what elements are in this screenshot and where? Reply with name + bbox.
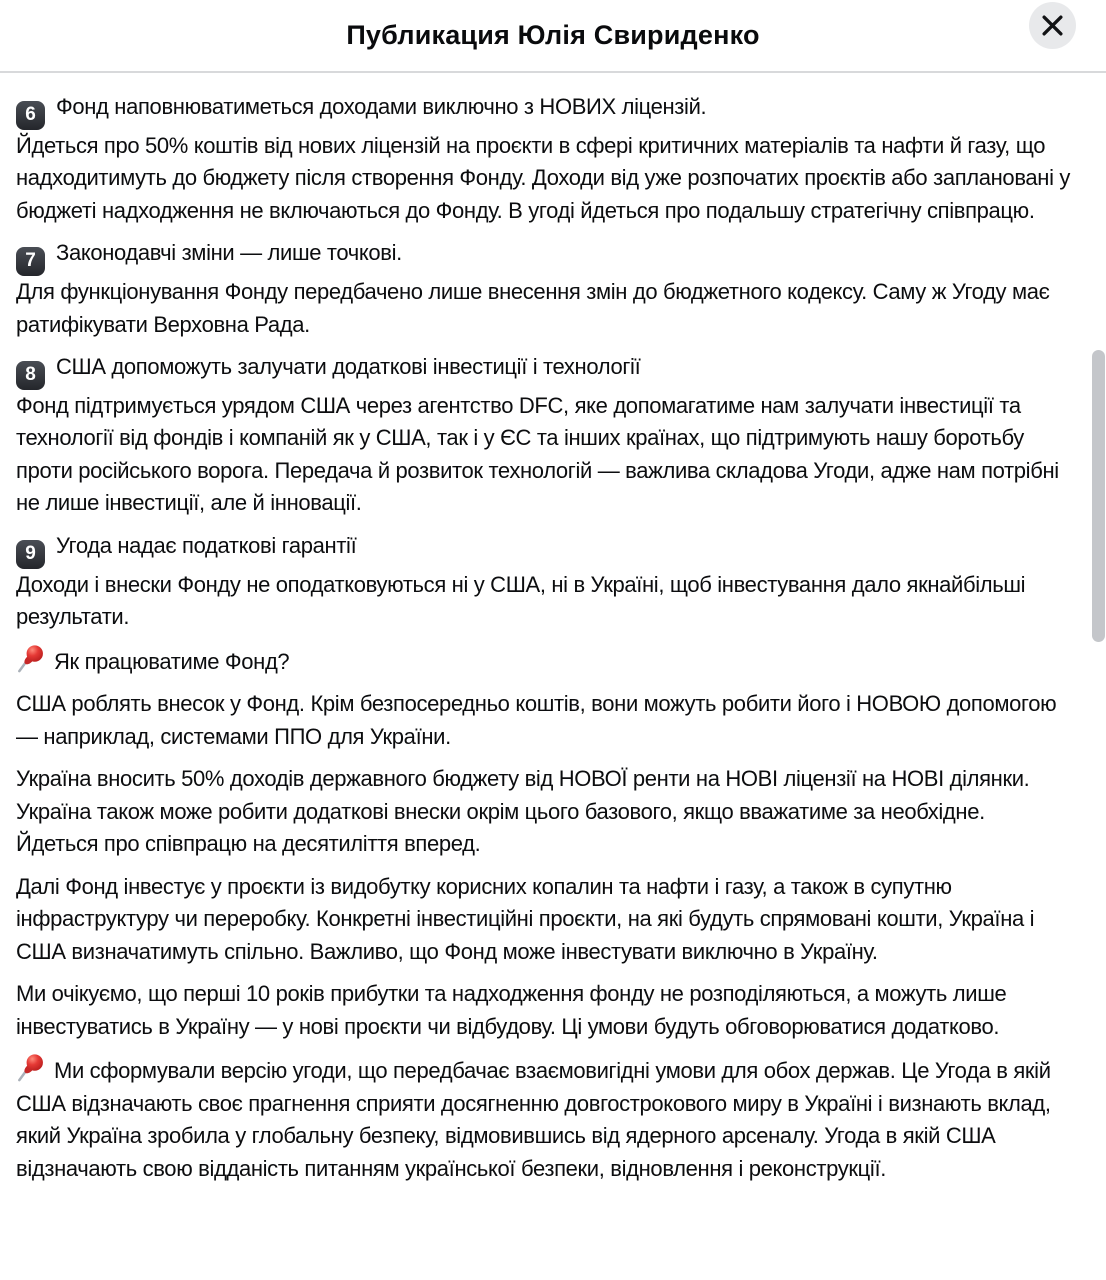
keycap-digit-icon: 7 xyxy=(16,247,45,276)
pushpin-icon xyxy=(16,1053,46,1083)
paragraph-body: Далі Фонд інвестує у проєкти із видобутку корисних копалин та нафти і газу, а також в супутню інфраструктуру чи переробку. Конкретні інвестиційні проєкти, на які будуть спрямовані кошти, Україна і США визначатимуть спільно. Важливо, що Фонд може інвестувати виключно в Україну. xyxy=(16,873,1035,964)
paragraph-heading: Законодавчі зміни — лише точкові. xyxy=(56,240,402,266)
scrollbar-thumb[interactable] xyxy=(1092,350,1105,642)
paragraph-body: Ми сформували версію угоди, що передбачає взаємовигідні умови для обох держав. Це Угода в якій США відзначають своє прагнення сприяти досягненню довгострокового миру в Україні і визнають вклад, який Україна зробила у глобальну безпеку, відмовившись від ядерного арсеналу. Угода в якій США відзначають свою відданість питанням української безпеки, відновлення і реконструкції. xyxy=(16,1058,1051,1181)
post-paragraph xyxy=(16,530,1072,634)
keycap-digit-icon: 9 xyxy=(16,540,45,569)
paragraph-body: Як працюватиме Фонд? xyxy=(54,648,290,674)
pushpin-icon xyxy=(16,644,46,674)
paragraph-body: США роблять внесок у Фонд. Крім безпосередньо коштів, вони можуть робити його і НОВОЮ допомогою — наприклад, системами ППО для України. xyxy=(16,691,1057,749)
post-paragraph xyxy=(16,644,1072,679)
post-paragraph xyxy=(16,237,1072,341)
post-paragraph xyxy=(16,978,1072,1043)
post-paragraph xyxy=(16,763,1072,861)
paragraph-heading: США допоможуть залучати додаткові інвестиції і технології xyxy=(56,354,641,379)
post-paragraph xyxy=(16,688,1072,753)
paragraph-body: Україна вносить 50% доходів державного бюджету від НОВОЇ ренти на НОВІ ліцензії на НОВІ ділянки. Україна також може робити додаткові внески окрім цього базового, якщо вважатиме за необхідне. Йдеться про співпрацю на десятиліття вперед. xyxy=(16,766,1030,856)
paragraph-heading: Фонд наповнюватиметься доходами виключно з НОВИХ ліцензій. xyxy=(56,94,707,119)
close-icon xyxy=(1041,14,1064,37)
paragraph-body: Фонд підтримується урядом США через агентство DFC, яке допомагатиме нам залучати інвестиції та технології від фондів і компаній як у США, так і у ЄС та інших країнах, що підтримують нашу боротьбу проти російського ворога. Передача й розвиток технологій — важлива складова Угоди, адже нам потрібні не лише інвестиції, але й інновації. xyxy=(16,392,1059,516)
post-paragraph xyxy=(16,871,1072,969)
close-button[interactable] xyxy=(1029,2,1076,49)
paragraph-heading: Угода надає податкові гарантії xyxy=(56,532,357,558)
dialog-title: Публикация Юлія Свириденко xyxy=(346,20,760,50)
post-paragraph xyxy=(16,1053,1072,1185)
paragraph-body: Для функціонування Фонду передбачено лише внесення змін до бюджетного кодексу. Саму ж Угоду має ратифікувати Верховна Рада. xyxy=(16,279,1050,337)
paragraph-body: Доходи і внески Фонду не оподатковуються ні у США, ні в Україні, щоб інвестування дало якнайбільші результати. xyxy=(16,571,1026,629)
keycap-digit-icon: 6 xyxy=(16,101,45,130)
paragraph-body: Йдеться про 50% коштів від нових ліцензій на проєкти в сфері критичних матеріалів та нафти й газу, що надходитимуть до бюджету після створення Фонду. Доходи від уже розпочатих проєктів або заплановані у бюджеті надходження не включаються до Фонду. В угоді йдеться про подальшу стратегічну співпрацю. xyxy=(16,132,1071,223)
dialog-header xyxy=(0,0,1106,73)
post-scroll-area[interactable] xyxy=(0,73,1106,1280)
keycap-digit-icon: 8 xyxy=(16,361,45,390)
paragraph-body: Ми очікуємо, що перші 10 років прибутки та надходження фонду не розподіляються, а можуть лише інвестуватись в Україну — у нові проєкти чи відбудову. Ці умови будуть обговорюватися додатково. xyxy=(16,981,1007,1039)
post-paragraph xyxy=(16,91,1072,227)
post-paragraph xyxy=(16,351,1072,520)
